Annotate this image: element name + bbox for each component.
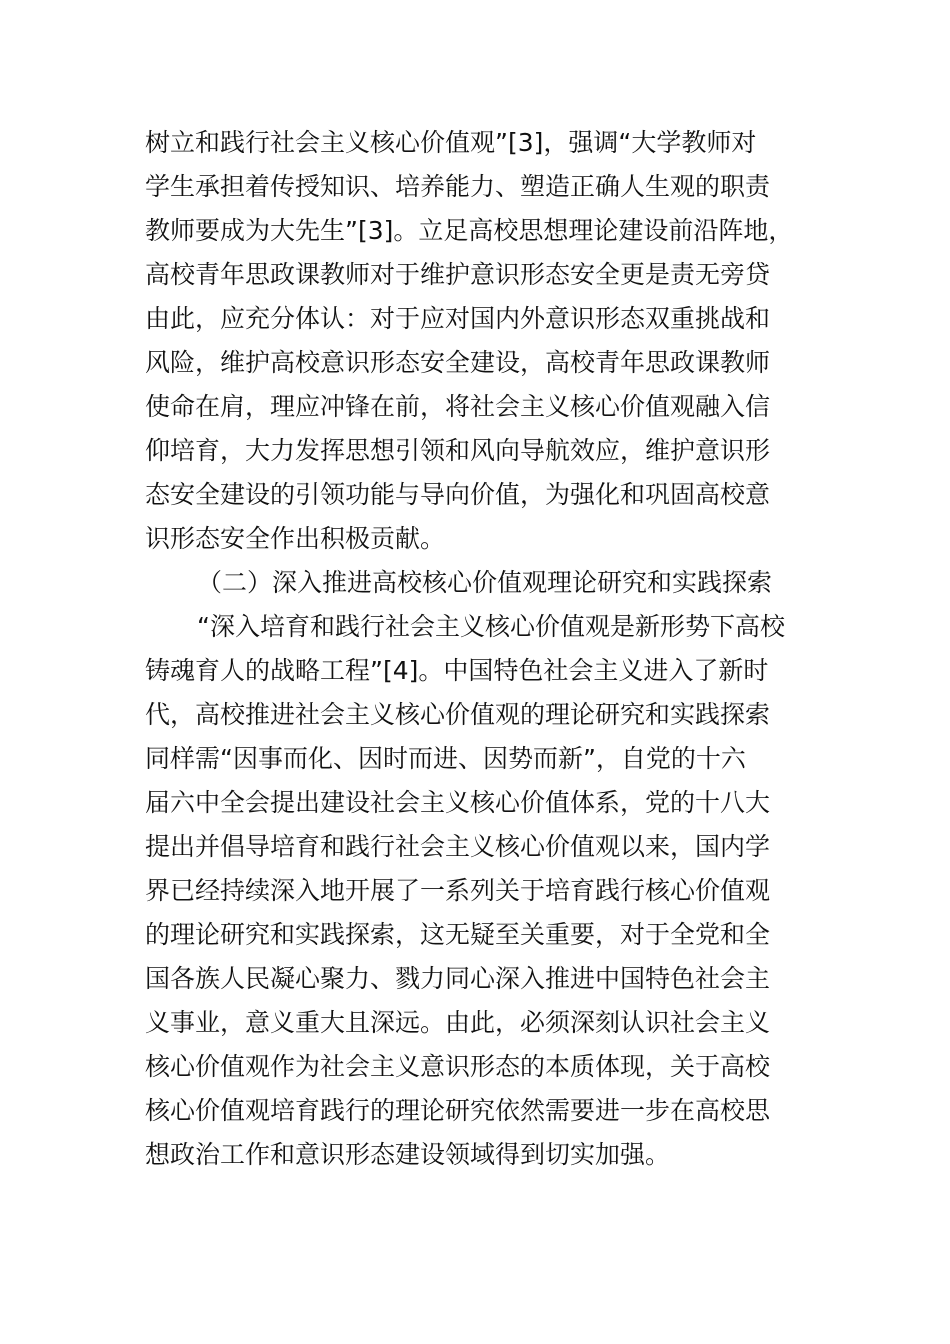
text-line: 想政治工作和意识形态建设领域得到切实加强。 bbox=[145, 1140, 671, 1169]
text-line: 代，高校推进社会主义核心价值观的理论研究和实践探索 bbox=[145, 700, 771, 729]
text-line: 核心价值观作为社会主义意识形态的本质体现，关于高校 bbox=[145, 1052, 771, 1081]
text-line: 铸魂育人的战略工程”[4]。中国特色社会主义进入了新时 bbox=[145, 656, 769, 685]
text-line: “深入培育和践行社会主义核心价值观是新形势下高校 bbox=[197, 612, 785, 641]
text-line: 提出并倡导培育和践行社会主义核心价值观以来，国内学 bbox=[145, 832, 771, 861]
text-line: 态安全建设的引领功能与导向价值，为强化和巩固高校意 bbox=[145, 480, 771, 509]
text-line: 核心价值观培育践行的理论研究依然需要进一步在高校思 bbox=[145, 1096, 771, 1125]
text-line: 届六中全会提出建设社会主义核心价值体系，党的十八大 bbox=[145, 788, 771, 817]
text-line: 教师要成为大先生”[3]。立足高校思想理论建设前沿阵地， bbox=[145, 216, 794, 245]
text-line: 学生承担着传授知识、培养能力、塑造正确人生观的职责 bbox=[145, 172, 771, 201]
text-line: 的理论研究和实践探索，这无疑至关重要，对于全党和全 bbox=[145, 920, 771, 949]
body-text bbox=[145, 121, 815, 1177]
text-line: 风险，维护高校意识形态安全建设，高校青年思政课教师 bbox=[145, 348, 771, 377]
text-line: 同样需“因事而化、因时而进、因势而新”，自党的十六 bbox=[145, 744, 746, 773]
text-line: 使命在肩，理应冲锋在前，将社会主义核心价值观融入信 bbox=[145, 392, 771, 421]
text-line: 树立和践行社会主义核心价值观”[3]，强调“大学教师对 bbox=[145, 128, 757, 157]
text-line: 仰培育，大力发挥思想引领和风向导航效应，维护意识形 bbox=[145, 436, 771, 465]
text-line: 由此，应充分体认：对于应对国内外意识形态双重挑战和 bbox=[145, 304, 771, 333]
text-line: 国各族人民凝心聚力、戮力同心深入推进中国特色社会主 bbox=[145, 964, 771, 993]
text-line: 界已经持续深入地开展了一系列关于培育践行核心价值观 bbox=[145, 876, 771, 905]
text-line: 义事业，意义重大且深远。由此，必须深刻认识社会主义 bbox=[145, 1008, 771, 1037]
text-line: 高校青年思政课教师对于维护意识形态安全更是责无旁贷 bbox=[145, 260, 771, 289]
section-heading: （二）深入推进高校核心价值观理论研究和实践探索 bbox=[197, 568, 773, 597]
text-line: 识形态安全作出积极贡献。 bbox=[145, 524, 446, 553]
